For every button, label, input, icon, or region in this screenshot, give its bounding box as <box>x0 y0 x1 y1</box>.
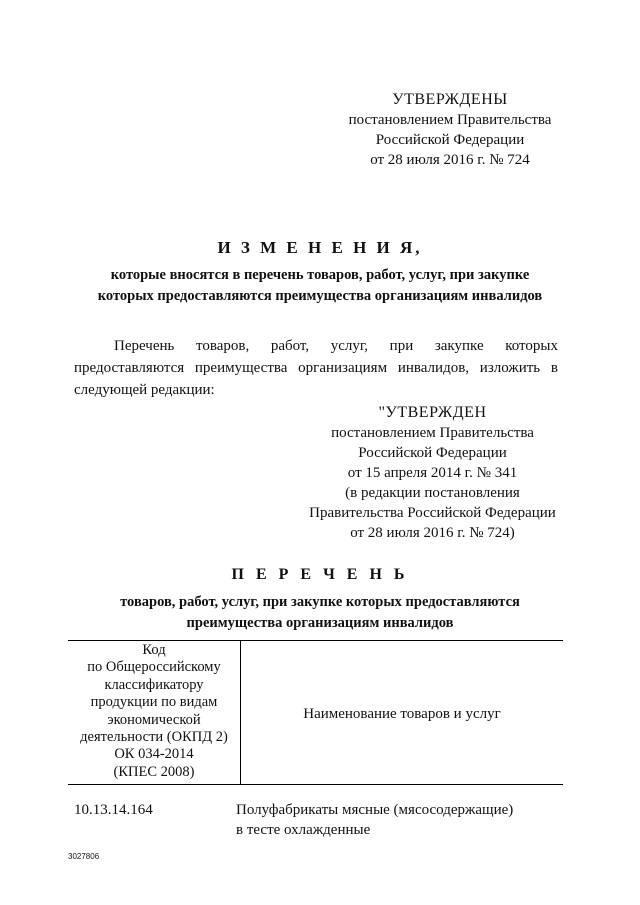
code-header-line: (КПЕС 2008) <box>113 763 195 780</box>
table-header-code <box>68 642 240 781</box>
approval-heading: УТВЕРЖДЕНЫ <box>392 91 508 108</box>
code-header-line: классификатору <box>104 676 204 693</box>
body-paragraph <box>74 335 558 401</box>
code-header-line: экономической <box>107 711 201 728</box>
approval2-heading: "УТВЕРЖДЕН <box>378 404 487 421</box>
changes-title: И З М Е Н Е Н И Я, <box>217 238 423 257</box>
table-row-name <box>236 800 556 840</box>
approval2-line: Правительства Российской Федерации <box>309 505 556 521</box>
table-header-name: Наименование товаров и услуг <box>303 706 501 722</box>
approval2-line: от 15 апреля 2014 г. № 341 <box>347 465 518 481</box>
table-top-border <box>68 640 563 641</box>
paragraph-line: Перечень товаров, работ, услуг, при закупке которых <box>114 338 558 354</box>
list-subtitle-line: товаров, работ, услуг, при закупке которых предоставляются <box>120 594 520 610</box>
list-title: П Е Р Е Ч Е Н Ь <box>231 566 409 583</box>
approval-line: постановлением Правительства <box>348 112 552 128</box>
approval-stamp-2 <box>300 403 565 543</box>
approval-line: от 28 июля 2016 г. № 724 <box>370 152 530 168</box>
paragraph-line: предоставляются преимущества организациям инвалидов, изложить в <box>74 360 558 376</box>
approval2-line: от 28 июля 2016 г. № 724) <box>350 525 515 541</box>
paragraph-line: следующей редакции: <box>74 382 215 398</box>
row-name-line: в тесте охлажденные <box>236 822 371 838</box>
table-header-bottom-border <box>68 784 563 785</box>
approval-stamp <box>330 90 570 170</box>
code-header-line: продукции по видам <box>90 694 218 711</box>
list-subtitle <box>70 592 570 634</box>
code-header-line: ОК 034-2014 <box>114 746 194 763</box>
changes-subtitle <box>60 265 580 307</box>
list-subtitle-line: преимущества организациям инвалидов <box>186 615 454 631</box>
code-header-line: по Общероссийскому <box>87 659 221 676</box>
changes-subtitle-line: которые вносятся в перечень товаров, работ, услуг, при закупке <box>110 267 530 283</box>
approval2-line: постановлением Правительства <box>331 425 534 441</box>
approval-line: Российской Федерации <box>375 132 525 148</box>
code-header-line: Код <box>142 642 166 658</box>
changes-subtitle-line: которых предоставляются преимущества организациям инвалидов <box>97 288 543 304</box>
approval2-line: Российской Федерации <box>358 445 507 461</box>
approval2-line: (в редакции постановления <box>345 485 520 501</box>
row-name-line: Полуфабрикаты мясные (мясосодержащие) <box>236 802 514 818</box>
document-number: 3027806 <box>68 852 100 861</box>
code-header-line: деятельности (ОКПД 2) <box>80 729 228 746</box>
table-row-code: 10.13.14.164 <box>74 802 153 818</box>
